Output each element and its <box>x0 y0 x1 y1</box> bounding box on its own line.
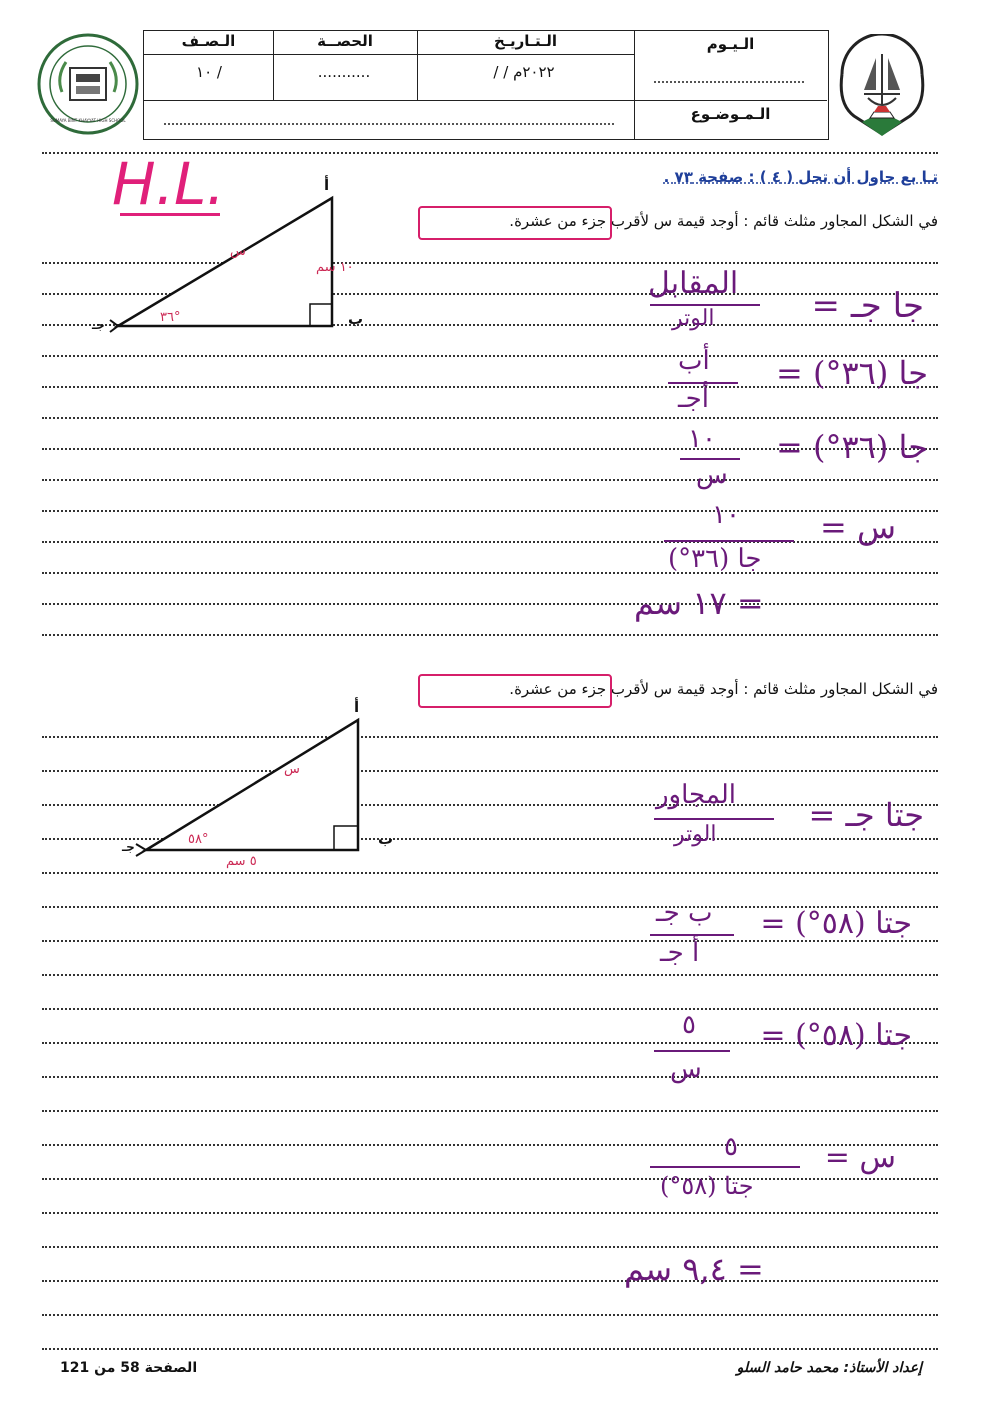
problem2-angle-label: ٥٨° <box>188 832 209 847</box>
p1-step1-den: الوتر <box>672 306 715 331</box>
p2-step2-den: أ جـ <box>660 938 700 968</box>
p1-step2-lhs: جا (٣٦°) = <box>775 354 928 392</box>
problem1-angle-label: ٣٦° <box>160 310 181 325</box>
header-table <box>143 30 829 140</box>
date-value: / / ٢٠٢٢م <box>493 63 555 81</box>
subject-label: الـمـوضـوع <box>690 105 771 123</box>
ruled-line <box>42 1178 938 1180</box>
period-value: ........... <box>317 63 371 81</box>
problem2-hyp-label: س <box>284 762 300 777</box>
p2-step1-num: المجاور <box>656 780 736 810</box>
problem2-side-label: ٥ سم <box>226 854 257 869</box>
p1-step1-num: المقابل <box>648 266 739 301</box>
p2-step4-lhs: س = <box>824 1140 896 1175</box>
problem1-statement: في الشكل المجاور مثلث قائم : أوجد قيمة س لأقرب جزء من عشرة. <box>509 212 938 230</box>
ruled-line <box>42 1008 938 1010</box>
subject-value-dots <box>164 123 614 125</box>
footer-page-number: الصفحة 58 من 121 <box>60 1360 198 1376</box>
p1-step4-num: ١٠ <box>712 500 740 530</box>
class-label: الـصـف <box>181 32 236 50</box>
p2-step4-den: جتا (٥٨°) <box>660 1172 754 1200</box>
p1-step4-lhs: س = <box>819 508 896 546</box>
p2-step1-den: الوتر <box>674 822 717 847</box>
p2-step3-lhs: جتا (٥٨°) = <box>760 1018 912 1053</box>
footer-author: إعداد الأستاذ: محمد حامد السلو <box>736 1360 922 1376</box>
p2-step4-num: ٥ <box>724 1132 738 1162</box>
ruled-line <box>42 603 938 605</box>
p1-step4-bar <box>664 540 794 542</box>
p2-step2-lhs: جتا (٥٨°) = <box>760 906 912 941</box>
ruled-line <box>42 510 938 512</box>
day-value-dots <box>654 81 804 83</box>
period-label: الحصــة <box>317 32 373 50</box>
p2-step1-bar <box>654 818 774 820</box>
ruled-line <box>42 1314 938 1316</box>
ruled-line <box>42 1110 938 1112</box>
class-value: ١٠ / <box>196 63 222 81</box>
problem1-vertex-c: جـ <box>92 318 105 332</box>
problem2-vertex-a: أ <box>354 698 360 716</box>
kuwait-emblem <box>834 34 930 146</box>
p2-step2-num: ب جـ <box>656 898 713 928</box>
ruled-line <box>42 634 938 636</box>
problem2-vertex-c: جـ <box>122 840 135 854</box>
hl-annotation: H.L. <box>112 150 225 218</box>
problem1-vertex-a: أ <box>324 176 330 194</box>
p1-step3-lhs: جا (٣٦°) = <box>775 428 928 466</box>
section-title: تـا بع حاول أن تحل ( ٤ ) : صفحة ٧٣ . <box>663 168 938 186</box>
p2-step3-num: ٥ <box>682 1010 696 1040</box>
problem1-vertex-b: ب <box>348 310 364 328</box>
p1-step1-lhs: جا جـ = <box>811 286 924 326</box>
p2-step1-lhs: جتا جـ = <box>808 796 924 834</box>
p1-step2-den: أجـ <box>678 384 709 414</box>
ruled-line <box>42 1076 938 1078</box>
p1-step4-den: جا (٣٦°) <box>668 544 762 574</box>
p2-step2-bar <box>650 934 734 936</box>
p1-step2-num: أب <box>678 346 710 376</box>
p2-step3-den: س <box>670 1054 702 1084</box>
problem2-triangle <box>120 700 380 870</box>
problem2-vertex-b: ب <box>378 830 394 848</box>
ruled-line <box>42 541 938 543</box>
ruled-line <box>42 417 938 419</box>
problem1-highlight <box>418 206 612 240</box>
problem1-side-label: ١٠ سم <box>316 260 354 275</box>
date-label: الـتـاريـخ <box>494 32 557 50</box>
p2-step4-bar <box>650 1166 800 1168</box>
ruled-line <box>42 572 938 574</box>
ruled-line <box>42 479 938 481</box>
ruled-line <box>42 1348 938 1350</box>
ruled-line <box>42 1246 938 1248</box>
p1-answer: = ١٧ سم <box>634 584 764 622</box>
problem2-statement: في الشكل المجاور مثلث قائم : أوجد قيمة س لأقرب جزء من عشرة. <box>509 680 938 698</box>
p1-step3-num: ١٠ <box>688 424 716 454</box>
problem2-highlight <box>418 674 612 708</box>
p2-step3-bar <box>654 1050 730 1052</box>
ruled-line <box>42 1144 938 1146</box>
school-logo-caption: SUMAYA BINT KHAYYAT HIGH SCHOOL <box>50 118 126 123</box>
ruled-line <box>42 1212 938 1214</box>
ruled-line <box>42 974 938 976</box>
ruled-line <box>42 872 938 874</box>
p1-step3-den: س <box>696 460 728 490</box>
ruled-line <box>42 1280 938 1282</box>
school-logo <box>36 32 140 136</box>
p2-answer: = ٩,٤ سم <box>624 1250 764 1288</box>
day-label: الـيـوم <box>706 35 755 53</box>
problem1-hyp-label: س <box>230 244 246 259</box>
